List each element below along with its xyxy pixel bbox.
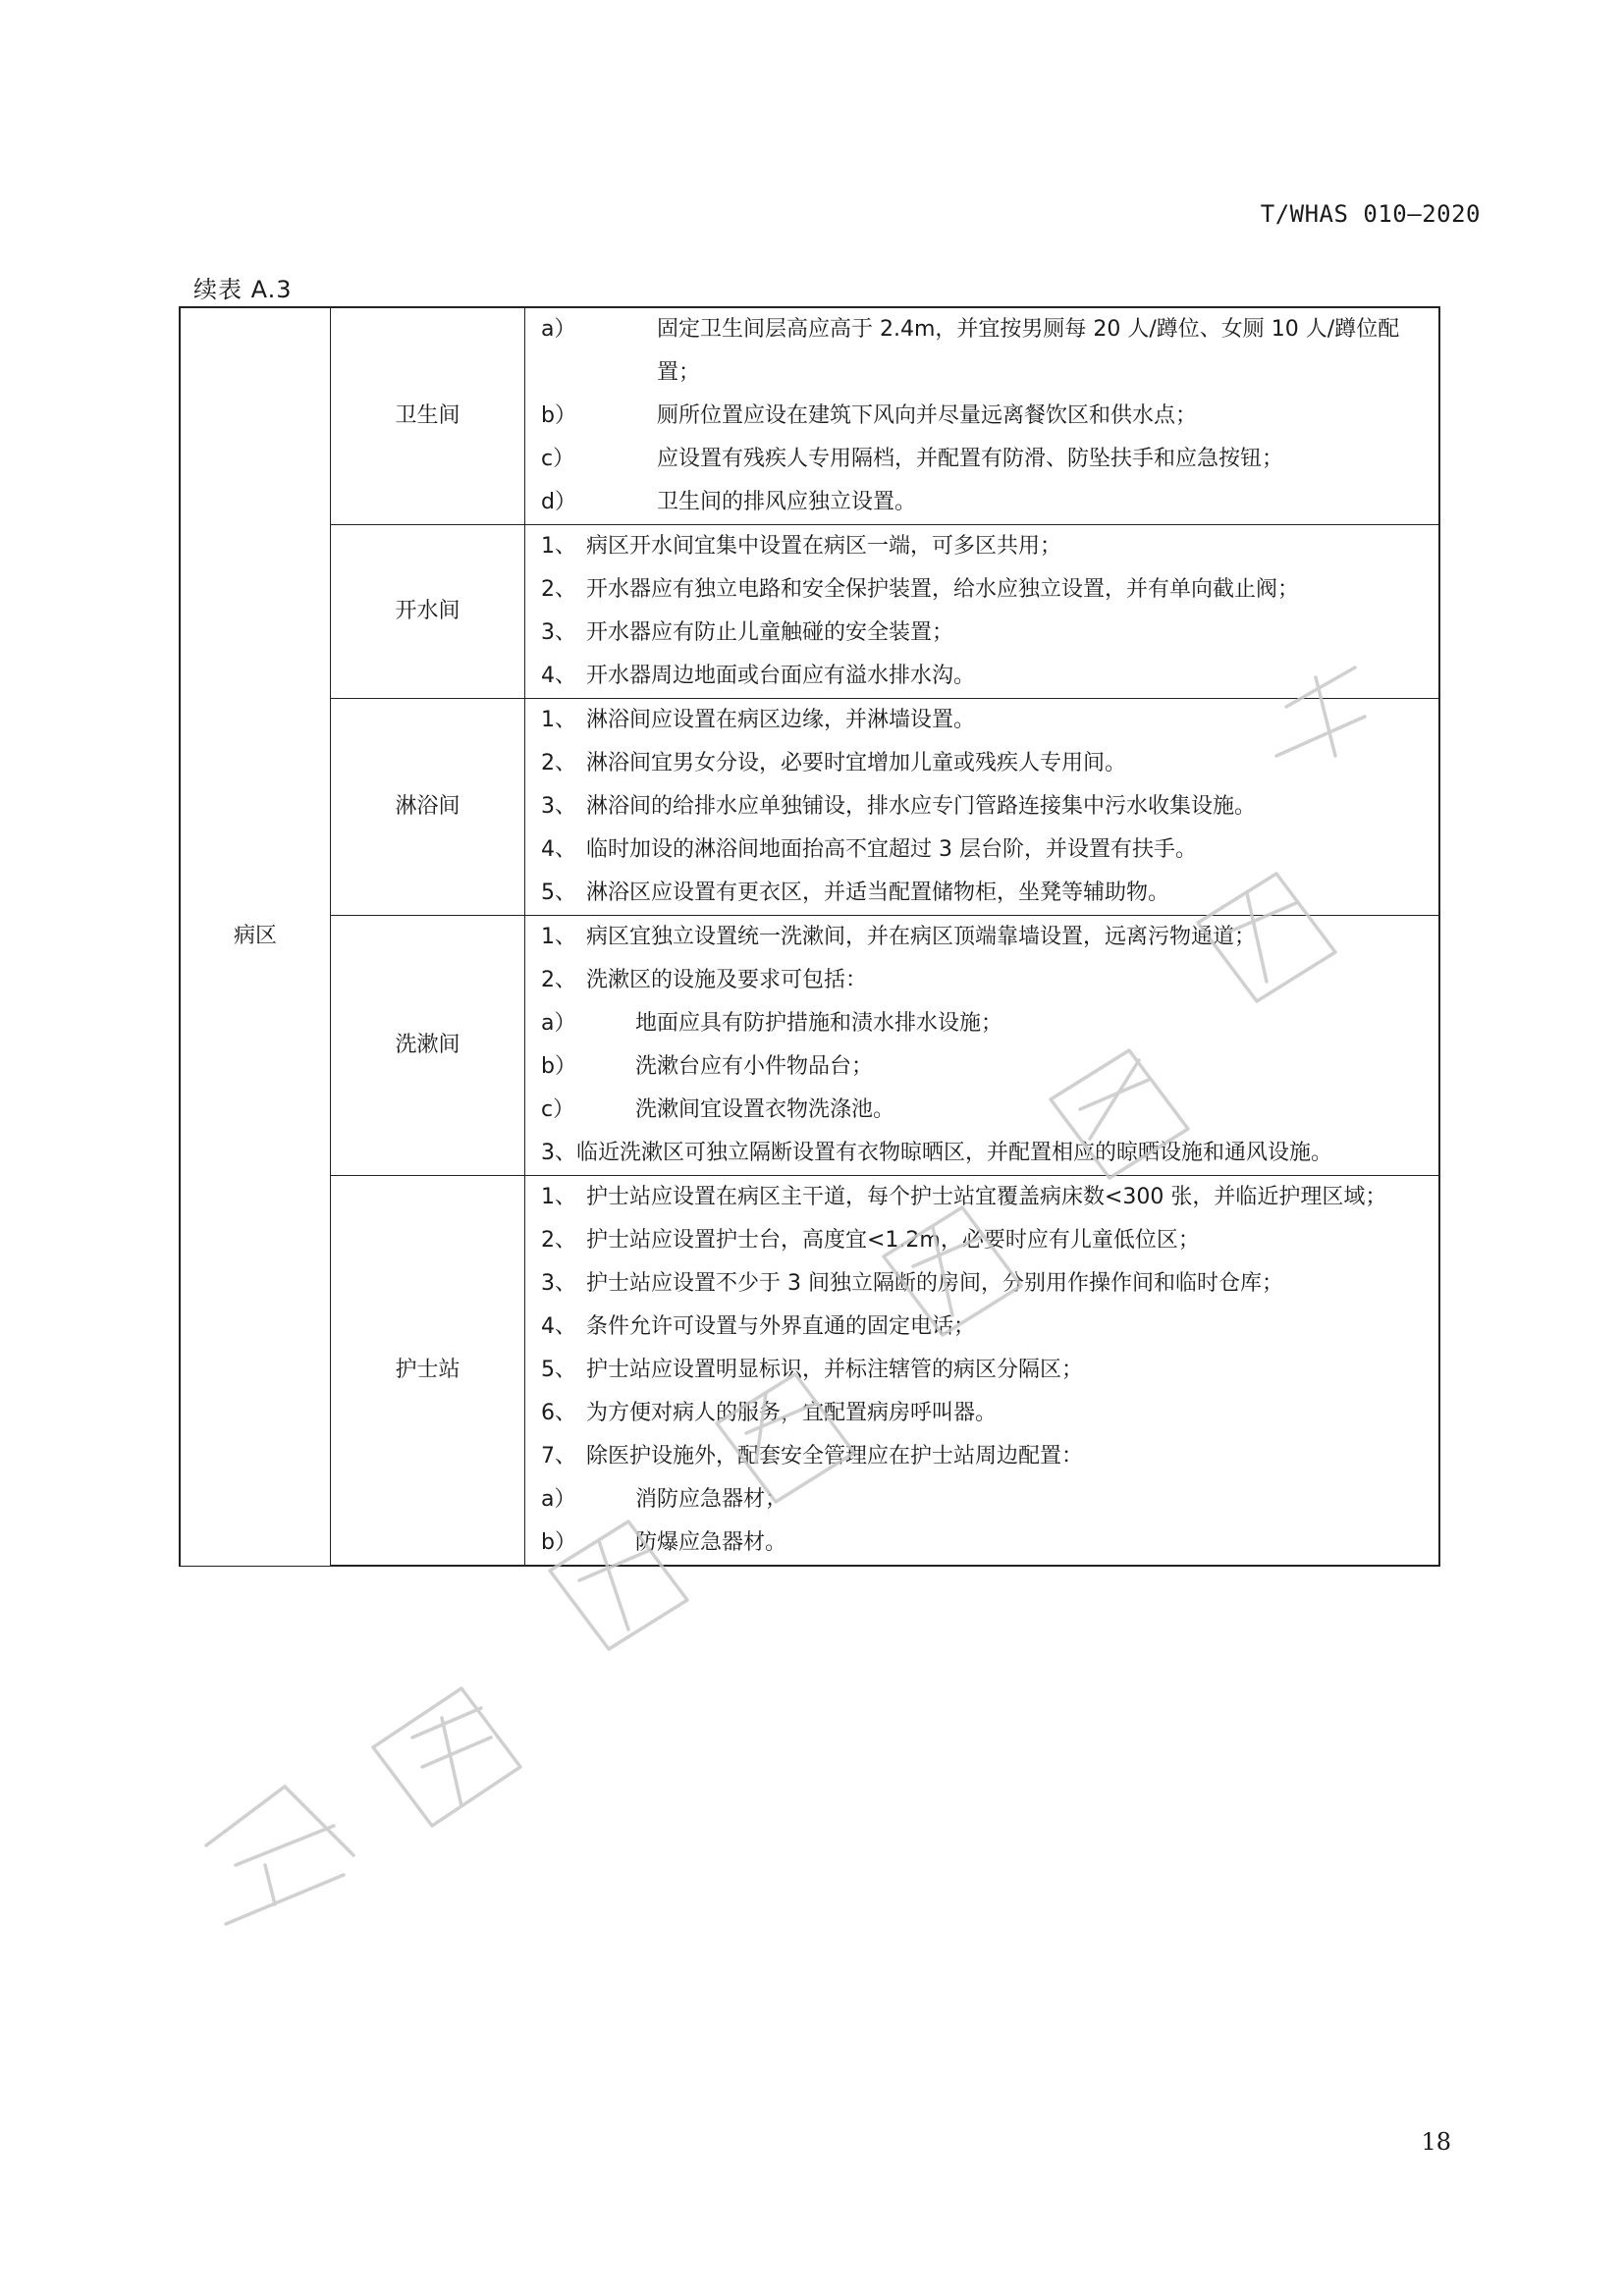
requirement-item xyxy=(541,1392,1433,1435)
requirement-item xyxy=(541,828,1433,872)
item-marker: 5、 xyxy=(541,1358,576,1382)
requirement-item xyxy=(541,1219,1433,1262)
item-text: 开水器周边地面或台面应有溢水排水沟。 xyxy=(586,664,976,688)
room-cell: 卫生间 xyxy=(331,307,525,525)
item-text: 淋浴间的给排水应单独铺设，排水应专门管路连接集中污水收集设施。 xyxy=(586,794,1257,819)
requirement-item xyxy=(541,1176,1433,1219)
item-text: 防爆应急器材。 xyxy=(635,1530,787,1555)
item-text: 开水器应有独立电路和安全保护装置，给水应独立设置，并有单向截止阀； xyxy=(586,577,1300,602)
requirement-item xyxy=(541,785,1433,828)
page-number: 18 xyxy=(1421,2128,1451,2156)
table-row xyxy=(180,525,1439,699)
requirement-item xyxy=(541,872,1433,915)
item-marker: 2、 xyxy=(541,751,576,775)
table-row xyxy=(180,307,1439,525)
item-marker: b） xyxy=(541,403,576,428)
item-marker: 3、 xyxy=(541,1271,576,1296)
item-marker: 5、 xyxy=(541,881,576,905)
item-marker: 4、 xyxy=(541,664,576,688)
requirement-item xyxy=(541,1306,1433,1349)
item-marker: 1、 xyxy=(541,1185,576,1209)
requirements-cell xyxy=(525,916,1440,1176)
item-text: 洗漱台应有小件物品台； xyxy=(635,1054,874,1079)
item-marker: 4、 xyxy=(541,837,576,862)
item-text: 护士站应设置护士台，高度宜<1.2m，必要时应有儿童低位区； xyxy=(586,1228,1200,1253)
requirement-item xyxy=(541,1002,1433,1045)
requirement-item xyxy=(541,1478,1433,1522)
item-text: 应设置有残疾人专用隔档，并配置有防滑、防坠扶手和应急按钮； xyxy=(657,447,1284,471)
item-text: 地面应具有防护措施和渍水排水设施； xyxy=(635,1011,1003,1036)
area-cell: 病区 xyxy=(180,307,331,1566)
item-marker: a） xyxy=(541,1011,576,1036)
requirement-item xyxy=(541,1262,1433,1306)
requirement-item xyxy=(541,1089,1433,1132)
requirement-item xyxy=(541,568,1433,612)
item-marker: 4、 xyxy=(541,1314,576,1339)
item-text: 护士站应设置不少于 3 间独立隔断的房间，分别用作操作间和临时仓库； xyxy=(586,1271,1283,1296)
requirement-item xyxy=(541,916,1433,959)
item-text: 临时加设的淋浴间地面抬高不宜超过 3 层台阶，并设置有扶手。 xyxy=(586,837,1197,862)
item-marker: a） xyxy=(541,1487,576,1512)
requirement-item xyxy=(541,1132,1433,1175)
room-cell: 护士站 xyxy=(331,1176,525,1567)
requirement-item xyxy=(541,699,1433,742)
item-marker: d） xyxy=(541,490,576,514)
item-text: 洗漱区的设施及要求可包括： xyxy=(586,968,868,992)
standard-code: T/WHAS 010—2020 xyxy=(1260,200,1481,228)
item-marker: 2、 xyxy=(541,968,576,992)
item-text: 病区开水间宜集中设置在病区一端，可多区共用； xyxy=(586,534,1062,559)
item-text: 淋浴间应设置在病区边缘，并淋墙设置。 xyxy=(586,708,976,732)
item-text: 消防应急器材； xyxy=(635,1487,787,1512)
requirements-cell xyxy=(525,699,1440,916)
item-text: 3、临近洗漱区可独立隔断设置有衣物晾晒区，并配置相应的晾晒设施和通风设施。 xyxy=(541,1141,1332,1165)
item-text: 淋浴区应设置有更衣区，并适当配置储物柜，坐凳等辅助物。 xyxy=(586,881,1170,905)
item-text: 护士站应设置在病区主干道，每个护士站宜覆盖病床数<300 张，并临近护理区域； xyxy=(586,1185,1387,1209)
requirement-item xyxy=(541,1045,1433,1089)
item-text: 卫生间的排风应独立设置。 xyxy=(657,490,917,514)
item-marker: 3、 xyxy=(541,794,576,819)
requirement-item xyxy=(541,655,1433,698)
item-marker: 6、 xyxy=(541,1401,576,1425)
requirements-cell xyxy=(525,525,1440,699)
requirement-item xyxy=(541,308,1433,395)
item-text: 护士站应设置明显标识，并标注辖管的病区分隔区； xyxy=(586,1358,1084,1382)
table-row xyxy=(180,916,1439,1176)
item-marker: 2、 xyxy=(541,577,576,602)
requirements-table-body xyxy=(180,307,1439,1566)
room-cell: 洗漱间 xyxy=(331,916,525,1176)
item-text: 淋浴间宜男女分设，必要时宜增加儿童或残疾人专用间。 xyxy=(586,751,1127,775)
requirements-cell xyxy=(525,1176,1440,1567)
item-marker: 7、 xyxy=(541,1444,576,1468)
table-caption: 续表 A.3 xyxy=(193,276,293,303)
requirement-item xyxy=(541,438,1433,481)
item-marker: b） xyxy=(541,1530,576,1555)
item-text: 洗漱间宜设置衣物洗涤池。 xyxy=(635,1097,895,1122)
requirement-item xyxy=(541,742,1433,785)
item-marker: 2、 xyxy=(541,1228,576,1253)
item-text: 除医护设施外，配套安全管理应在护士站周边配置： xyxy=(586,1444,1084,1468)
table-row xyxy=(180,1176,1439,1567)
room-cell: 淋浴间 xyxy=(331,699,525,916)
item-text: 为方便对病人的服务，宜配置病房呼叫器。 xyxy=(586,1401,998,1425)
requirement-item xyxy=(541,959,1433,1002)
requirements-table xyxy=(179,306,1440,1567)
item-text: 固定卫生间层高应高于 2.4m，并宜按男厕每 20 人/蹲位、女厕 10 人/蹲位配置； xyxy=(657,317,1400,385)
item-marker: 1、 xyxy=(541,534,576,559)
item-text: 开水器应有防止儿童触碰的安全装置； xyxy=(586,620,954,645)
requirements-table-wrap xyxy=(179,306,1440,1567)
requirement-item xyxy=(541,1349,1433,1392)
item-text: 病区宜独立设置统一洗漱间，并在病区顶端靠墙设置，远离污物通道； xyxy=(586,925,1257,949)
requirement-item xyxy=(541,1522,1433,1565)
item-marker: 3、 xyxy=(541,620,576,645)
requirement-item xyxy=(541,481,1433,524)
item-marker: c） xyxy=(541,447,575,471)
item-marker: 1、 xyxy=(541,708,576,732)
item-marker: c） xyxy=(541,1097,575,1122)
room-cell: 开水间 xyxy=(331,525,525,699)
item-marker: 1、 xyxy=(541,925,576,949)
requirements-cell xyxy=(525,307,1440,525)
requirement-item xyxy=(541,395,1433,438)
requirement-item xyxy=(541,525,1433,568)
requirement-item xyxy=(541,612,1433,655)
item-text: 条件允许可设置与外界直通的固定电话； xyxy=(586,1314,976,1339)
table-row xyxy=(180,699,1439,916)
item-marker: a） xyxy=(541,317,576,342)
requirement-item xyxy=(541,1435,1433,1478)
item-marker: b） xyxy=(541,1054,576,1079)
item-text: 厕所位置应设在建筑下风向并尽量远离餐饮区和供水点； xyxy=(657,403,1198,428)
